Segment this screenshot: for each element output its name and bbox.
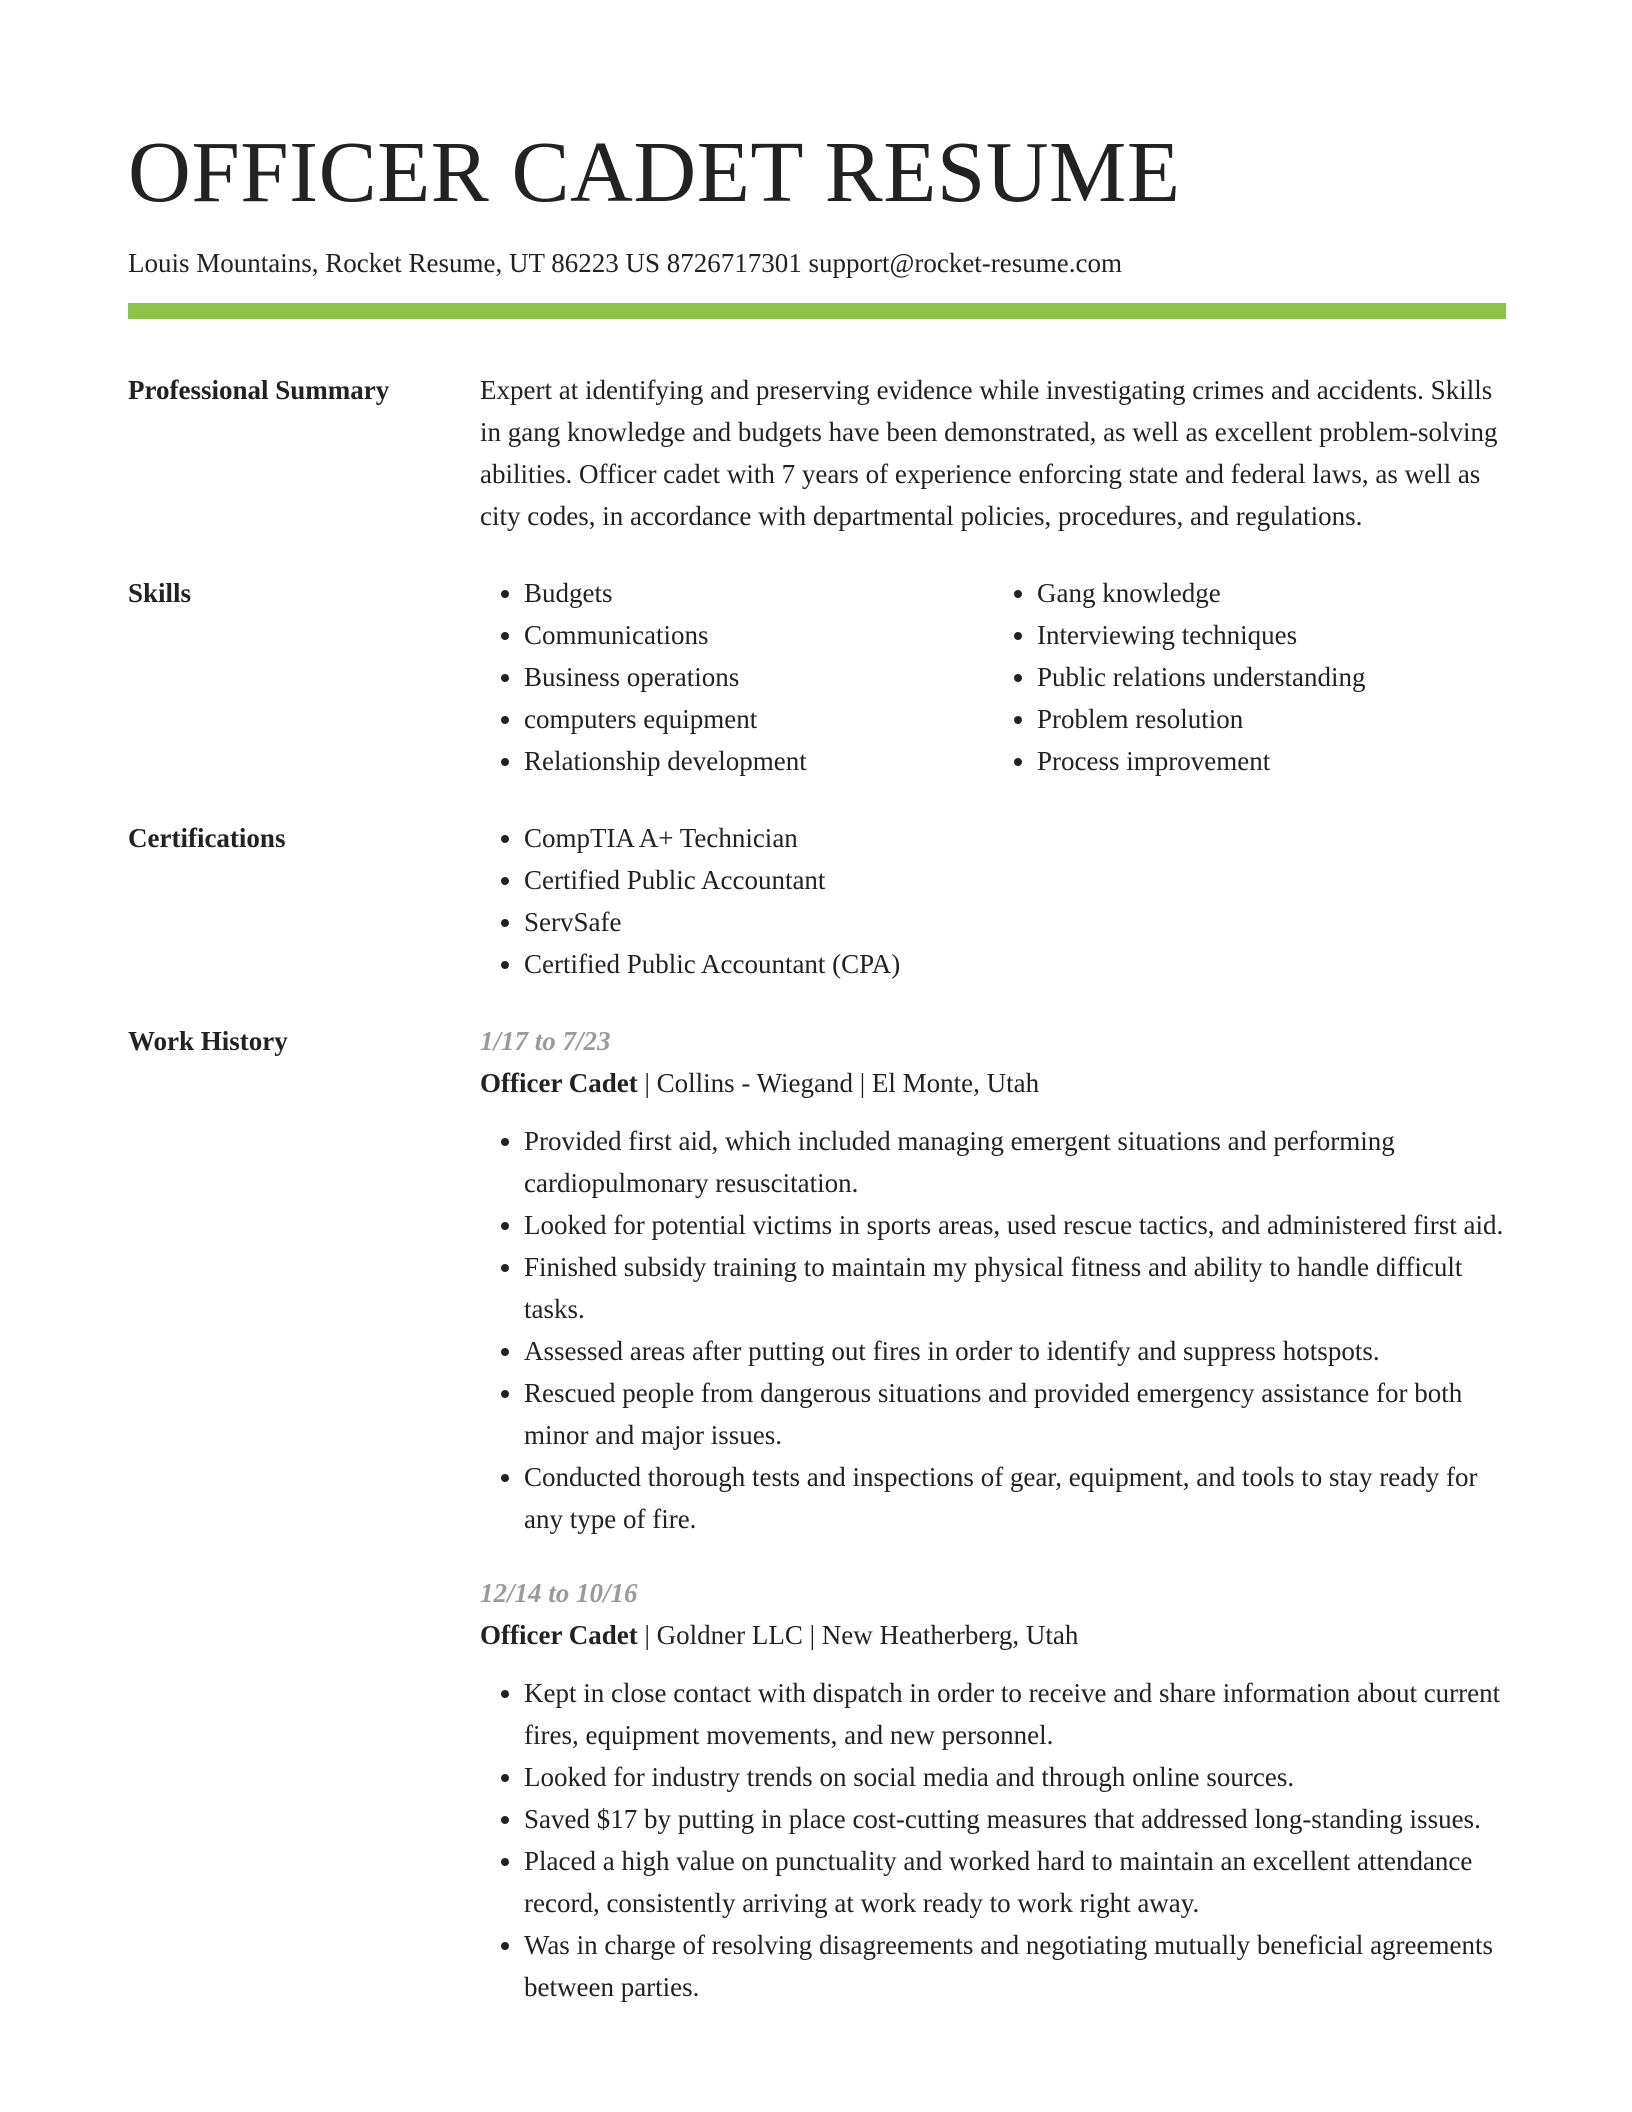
skill-item: • Communications bbox=[524, 614, 993, 656]
contact-line: Louis Mountains, Rocket Resume, UT 86223 US 8726717301 support@rocket-resume.com bbox=[128, 248, 1123, 278]
summary-text: Expert at identifying and preserving evidence while investigating crimes and accidents. Skills in gang knowledge and budgets have been demonstrated, as well as excellent problem-solving abilities. Officer cadet with 7 years of experience enforcing state and federal laws, as well as city codes, in accordance with departmental policies, procedures, and regulations. bbox=[480, 375, 1498, 531]
skills-list-right bbox=[993, 572, 1506, 782]
job-bullet: • Looked for industry trends on social media and through online sources. bbox=[524, 1756, 1506, 1798]
summary-heading: Professional Summary bbox=[128, 375, 390, 405]
certifications-heading: Certifications bbox=[128, 823, 286, 853]
skill-item: • Interviewing techniques bbox=[1037, 614, 1506, 656]
certification-item: • CompTIA A+ Technician bbox=[524, 817, 1506, 859]
skills-section bbox=[128, 572, 1506, 782]
job-bullet: • Placed a high value on punctuality and worked hard to maintain an excellent attendance record, consistently arriving at work ready to work right away. bbox=[524, 1840, 1506, 1924]
skill-item: • Gang knowledge bbox=[1037, 572, 1506, 614]
job-title: Officer Cadet bbox=[480, 1068, 638, 1098]
skill-item: • Public relations understanding bbox=[1037, 656, 1506, 698]
job-entry bbox=[480, 1572, 1506, 2008]
job-bullet: • Conducted thorough tests and inspections of gear, equipment, and tools to stay ready for any type of fire. bbox=[524, 1456, 1506, 1540]
job-title-line bbox=[480, 1614, 1506, 1656]
job-title: Officer Cadet bbox=[480, 1620, 638, 1650]
job-bullet: • Saved $17 by putting in place cost-cutting measures that addressed long-standing issues. bbox=[524, 1798, 1506, 1840]
skill-item: • computers equipment bbox=[524, 698, 993, 740]
skill-item: • Process improvement bbox=[1037, 740, 1506, 782]
certification-item: • Certified Public Accountant (CPA) bbox=[524, 943, 1506, 985]
work-history-body bbox=[480, 1020, 1506, 2008]
job-bullets bbox=[480, 1120, 1506, 1540]
summary-section bbox=[128, 369, 1506, 537]
skill-item: • Business operations bbox=[524, 656, 993, 698]
job-bullet: • Looked for potential victims in sports areas, used rescue tactics, and administered first aid. bbox=[524, 1204, 1506, 1246]
skills-list-left bbox=[480, 572, 993, 782]
certification-item: • ServSafe bbox=[524, 901, 1506, 943]
header-divider bbox=[128, 303, 1506, 319]
work-history-section bbox=[128, 1020, 1506, 2008]
skill-item: • Budgets bbox=[524, 572, 993, 614]
job-bullet: • Provided first aid, which included managing emergent situations and performing cardiopulmonary resuscitation. bbox=[524, 1120, 1506, 1204]
job-company-location: | Collins - Wiegand | El Monte, Utah bbox=[637, 1068, 1040, 1098]
job-company-location: | Goldner LLC | New Heatherberg, Utah bbox=[637, 1620, 1079, 1650]
skill-item: • Relationship development bbox=[524, 740, 993, 782]
job-bullet: • Kept in close contact with dispatch in order to receive and share information about current fires, equipment movements, and new personnel. bbox=[524, 1672, 1506, 1756]
job-bullet: • Assessed areas after putting out fires in order to identify and suppress hotspots. bbox=[524, 1330, 1506, 1372]
resume-page bbox=[128, 0, 1506, 2008]
job-bullets bbox=[480, 1672, 1506, 2008]
job-title-line bbox=[480, 1062, 1506, 1104]
job-dates: 12/14 to 10/16 bbox=[480, 1578, 638, 1608]
job-bullet: • Rescued people from dangerous situations and provided emergency assistance for both minor and major issues. bbox=[524, 1372, 1506, 1456]
job-bullet: • Was in charge of resolving disagreements and negotiating mutually beneficial agreements between parties. bbox=[524, 1924, 1506, 2008]
skills-heading: Skills bbox=[128, 578, 192, 608]
skills-columns bbox=[480, 572, 1506, 782]
certifications-body bbox=[480, 817, 1506, 985]
job-bullet: • Finished subsidy training to maintain my physical fitness and ability to handle difficult tasks. bbox=[524, 1246, 1506, 1330]
certification-item: • Certified Public Accountant bbox=[524, 859, 1506, 901]
certifications-list bbox=[480, 817, 1506, 985]
job-entry bbox=[480, 1020, 1506, 1540]
resume-title: OFFICER CADET RESUME bbox=[128, 123, 1181, 220]
certifications-section bbox=[128, 817, 1506, 985]
job-dates: 1/17 to 7/23 bbox=[480, 1026, 611, 1056]
work-history-heading: Work History bbox=[128, 1026, 288, 1056]
skill-item: • Problem resolution bbox=[1037, 698, 1506, 740]
